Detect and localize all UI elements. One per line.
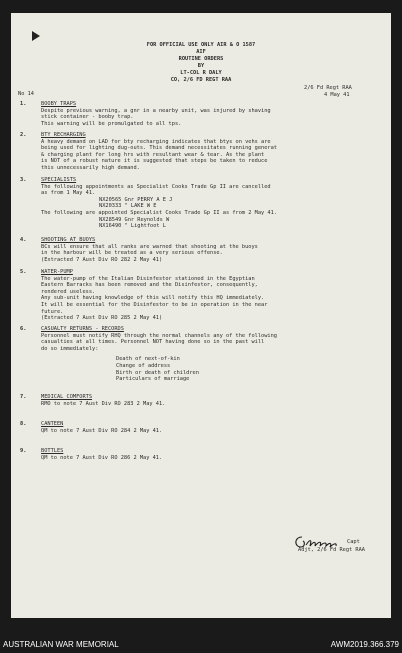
text-line: QM to note 7 Aust Div RO 284 2 May 41. (41, 427, 163, 434)
text-line: this unnecessarily high demand. (41, 164, 140, 171)
by-label: BY (197, 63, 205, 69)
text-line: (Extracted 7 Aust Div RO 285 2 May 41) (41, 315, 163, 322)
section-title: BOOBY TRAPS (41, 101, 77, 107)
text-line: do so immediately: (41, 345, 99, 352)
specialist-entry: NX20565 Gnr PERRY A E J (99, 196, 173, 203)
text-line: casualties at all times. Personnel NOT having done so in the past will (41, 339, 265, 346)
casualty-list-item: Death of next-of-kin (116, 356, 180, 363)
section-title: SPECIALISTS (41, 177, 77, 183)
text-line: BCs will ensure that all ranks are warned that shooting at the buoys (41, 243, 258, 250)
section-title: WATER-PUMP (41, 269, 73, 275)
officer-name: LT-COL R DALY (180, 70, 222, 76)
signature-role: Adjt, 2/6 Fd Regt RAA (298, 547, 365, 553)
section-number: 7. (20, 394, 27, 400)
section-number: 8. (20, 421, 27, 427)
specialist-entry: NX20333 " LAKE W E (99, 203, 157, 210)
section-title: BOTTLES (41, 448, 64, 454)
text-line: is NOT of a robust nature it is suggested that steps be taken to reduce (41, 158, 268, 165)
text-line: It will be essential for the Disinfestor to be in operation in the near (41, 301, 268, 308)
section-title: SHOOTING AT BUOYS (41, 237, 96, 243)
section-title: MEDICAL COMFORTS (41, 394, 93, 400)
casualty-list-item: Particulars of marriage (116, 376, 190, 383)
text-line: rendered useless. (41, 288, 96, 295)
text-line: in the harbour will be treated as a very serious offense. (41, 250, 223, 257)
text-line: RMO to note 7 Aust Div RO 283 2 May 41. (41, 400, 166, 407)
archive-footer (0, 622, 402, 653)
text-line: Personnel must notify RHQ through the normal channels any of the following (41, 332, 277, 339)
text-line: QM to note 7 Aust Div RO 286 2 May 41. (41, 454, 163, 461)
specialist-entry: NX28549 Gnr Reynolds W (99, 216, 170, 223)
footer-institution: AUSTRALIAN WAR MEMORIAL (3, 640, 119, 649)
casualty-list-item: Change of address (116, 362, 171, 369)
section-title: BTY RECHARGING (41, 132, 86, 138)
document-page (11, 13, 391, 618)
text-line: & charging plant for long hrs with resultant wear & tear. As the plant (41, 151, 265, 158)
section-number: 3. (20, 177, 27, 183)
footer-accession-number: AWM2019.366.379 (330, 640, 399, 649)
section-number: 4. (20, 237, 27, 243)
text-line: Despite previous warning, a gnr in a nearby unit, was injured by shaving (41, 107, 271, 114)
section-number: 1. (20, 101, 27, 107)
text-line: (Extracted 7 Aust Div RO 282 2 May 41) (41, 256, 163, 263)
text-line: The following appointments as Specialist Cooks Trade Gp II are cancelled (41, 183, 271, 190)
order-number: No 14 (18, 91, 34, 97)
aif-label: AIF (196, 49, 206, 55)
order-date: 4 May 41 (324, 92, 350, 98)
section-title: CANTEEN (41, 421, 64, 427)
text-line: Any sub-unit having knowledge of this will notify this HQ immediately. (41, 295, 265, 302)
text-line: future. (41, 308, 64, 315)
signature-rank: Capt (347, 539, 360, 545)
specialist-entry: NX16490 " Lightfoot L (99, 223, 166, 230)
text-line: The water-pump of the Italian Disinfestor stationed in the Egyptian (41, 275, 255, 282)
unit-name: CO, 2/6 FD REGT RAA (170, 77, 232, 83)
text-line: A heavy demand on LAD for bty recharging indicates that btys on vehs are (41, 138, 271, 145)
section-number: 5. (20, 269, 27, 275)
text-line: being used for lighting dug-outs. This demand necessitates running generat (41, 145, 277, 152)
section-number: 6. (20, 326, 27, 332)
text-line: The following are appointed Specialist Cooks Trade Gp II as from 2 May 41. (41, 209, 277, 216)
text-line: Eastern Barracks has been removed and the Disinfestor, consequently, (41, 282, 258, 289)
regiment-label: 2/6 Fd Regt RAA (304, 85, 352, 91)
routine-orders-title: ROUTINE ORDERS (178, 56, 224, 62)
section-number: 9. (20, 448, 27, 454)
text-line: This warning will be promulgated to all tps. (41, 120, 182, 127)
restriction-line: FOR OFFICIAL USE ONLY AIR & O 1587 (146, 42, 256, 48)
text-line: as from 1 May 41. (41, 190, 96, 197)
section-title: CASUALTY RETURNS - RECORDS (41, 326, 124, 332)
text-line: stick container - booby trap. (41, 114, 134, 121)
casualty-list-item: Birth or death of children (116, 369, 199, 376)
section-number: 2. (20, 132, 27, 138)
